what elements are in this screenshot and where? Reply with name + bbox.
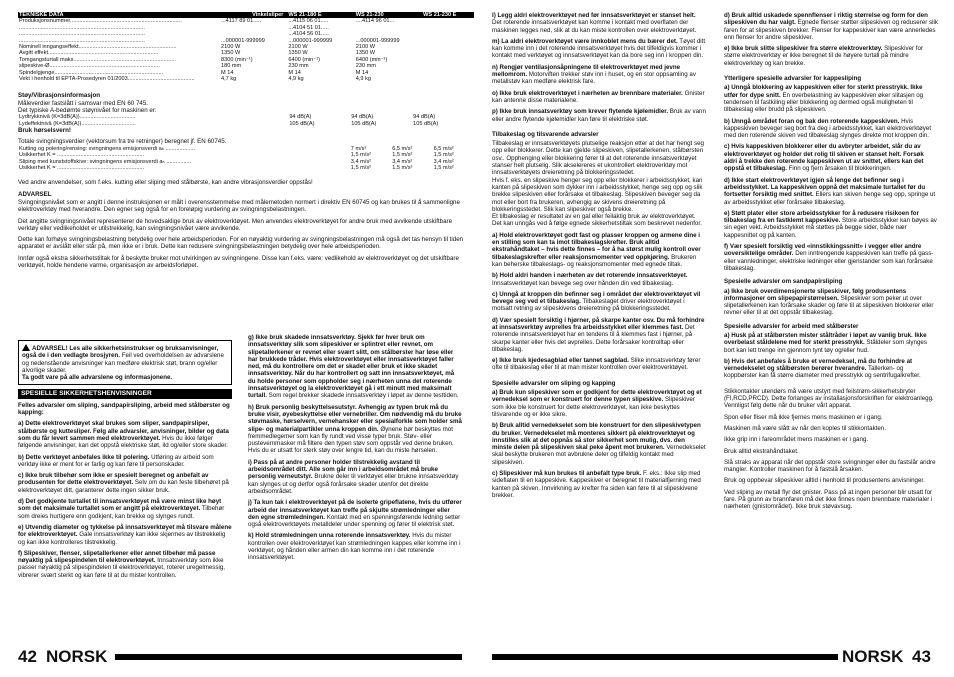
spec-tool-type: Vinkelsliper [252,12,284,18]
list-item-bold: c) Slipeskiver må kun brukes til anbefalt type bruk. [492,470,642,478]
list-item-text: Gnister kan antenne disse materialene. [492,89,705,104]
list-item-bold: a) Husk på at stålbørsten mister ståltråder i løpet av vanlig bruk. Ikke overbelast ståldelene med for sterkt presstrykk. [724,331,927,347]
sanding-title: Spesielle advarsler om sandpapirsliping [724,278,843,286]
spec-row-value: M 14 [221,69,234,76]
list-item-text: Kontakt med en spenningsførende ledning setter også elektroverktøyets metalldeler under spenning og fører til elektrisk støt. [248,513,461,529]
list-item [492,357,706,372]
list-item-bold: f) Slipeskiver, flenser, slipetallerkener eller annet tilbehør må passe nøyaktig på slipespindelen til elektroverktøyet. [18,549,216,565]
spec-row-label: ................................................................................. [19,31,145,38]
list-item-text: Gale innsatsverktøy kan ikke skjermes av tilstrekkelig og kan ikke kontrolleres tilstrekkelig. [18,531,226,546]
spec-title: TEKNISKE DATA [19,12,64,18]
list-item-bold: o) Ikke bruk elektroverktøyet i nærheten av brennbare materialer. [492,89,683,97]
extra-note: Bruk alltid ekstrahåndtaket. [724,447,799,455]
kickback-list [492,232,706,372]
list-item-bold: e) Ikke bruk slitte slipeskiver fra større elektroverktøy. [724,45,883,53]
list-item-text: Tallerken- og koppbørster kan få større diameter med presstrykk og sentrifugalkrefter. [724,365,921,380]
spec-row-value: 6400 (min⁻¹) [355,56,388,63]
kickback-p1: Tilbakeslag er innsatsverktøyets plutselige reaksjon etter at det har hengt seg opp eller blokkerer. Dette kan gjelde slipeskiven, slipetallerkenen, stålbørsten osv.. Opphenging eller blokkering fører til at det roterende innsatsverktøyet stanser helt plutselig. Slik akselereres et ukontrollert elektroverktøy mot innsatsverktøyets dreieretning på blokkeringsstedet. [492,140,704,177]
warning-box [18,340,232,385]
brush-title: Spesielle advarsler for arbeid med stålbørster [724,322,859,330]
list-item-bold: f) Vær spesielt forsiktig ved «innstikkingssnitt» i vegger eller andre uoversiktelige områder. [724,243,922,258]
noise-row-value: 105 dB(A) [351,120,377,127]
list-item-text: Vernedekselet skal beskytte brukeren mot avbrukne deler og tilfeldig kontakt med slipeskiven. [492,444,706,466]
list-item-bold: d) Det godkjente turtallet til innsatsverktøyet må være minst like høyt som det maksimale turtallet som er angitt på elektroverktøyet. [18,498,222,513]
safety-list-2 [248,334,462,562]
list-item [248,532,462,561]
safety-lead: Felles advarsler om sliping, sandpapirsliping, arbeid med stålbørster og kapping: [18,401,230,417]
noise-row-value: 94 dB(A) [289,114,312,121]
spec-row-value: ...4115 06 01..... [288,18,329,25]
list-item [724,84,938,113]
list-item-bold: e) Utvendig diameter og tykkelse på innsatsverktøyet må tilsvare målene for elektroverktøyet. [18,523,232,539]
spec-row-value: M 14 [288,69,301,76]
list-item-bold: c) Unngå at kroppen din befinner seg i området der elektroverktøyet vil bevege seg ved et tilbakeslag. [492,290,701,306]
list-item-text: En overbelastning av kappeskiven øker slitasjen og tendensen til fastkiling eller blokkering og dermed også muligheten til tilbakeslag eller brudd på slipeskiven. [724,91,924,114]
list-item-text: F. eks.: Ikke slip med sideflaten til en kappeskive. Kappeskiver er beregnet til materialfjerning med kanten på skiven. Innvirkning av krefter fra siden kan føre til at slipeskivene brekker. [492,470,701,499]
hearing-protection: Bruk hørselsvern! [18,127,71,135]
right-page-language: NORSK [842,647,904,666]
list-item-bold: g) Ikke bruk skadede innsatsverktøy. Sjekk før hver bruk om innsatsverktøy slik som slipeskiver er splintret eller revnet, om slipetallerkener er revnet eller svært slitt, om stålbørster har løse eller har brukkede tråder. Hvis elektroverktøyet eller innsatsverktøyet faller ned, må du kontrollere om det er skadet eller bruk et ikke skadet innsatsverktøy. Når du har kontrollert og satt inn innsatsverktøyet, må du holde personer som oppholder seg i nærheten unna det roterende innsatsverktøyet og la elektroverktøyet gå i ett minutt med maksimalt turtall. [248,334,455,400]
list-item-text: Ståldeler som slynges bort kan lett trenge inn gjennom tynt tøy og/eller hud. [724,339,927,354]
list-item-bold: j) Ta kun tak i elektroverktøyet på de isolerte gripeflatene, hvis du utfører arbeid der innsatsverktøyet kan treffe på skjulte strømledninger eller den egne strømledningen. [248,499,462,521]
list-item [492,64,706,86]
vibration-row-value: 6,5 m/s² [433,145,454,152]
warning-text: Feil ved overholdelsen av advarslene og nedenstående anvisninger kan medføre elektrisk støt, brann og/eller alvorlige skader. [22,352,224,374]
spec-row-label: ................................................................................. [19,37,145,44]
spec-row-value: 2100 W [355,44,376,51]
list-item-text: Slipeskiver som ikke ble konstruert for dette elektroverktøyet, kan ikke beskyttes tilsvarende og er ikke sikre. [492,396,695,418]
list-item-text: Egnede flenser støtter slipeskiven og reduserer slik faren for at slipeskiven brekker. Flenser for kappeskiver kan være annerledes enn flenser for andre slipeskiver. [724,19,938,41]
left-page-language: NORSK [46,647,108,666]
list-item [248,499,462,528]
list-item-text: Tilbehør som dreies hurtigere enn godkjent, kan brekke og slynges rundt. [18,505,225,520]
list-item [18,472,232,494]
list-item [248,459,462,495]
spec-row-value: ...000001-999999 [355,37,400,44]
advarsel-title: ADVARSEL [18,190,52,198]
noise-row-value: 105 dB(A) [413,120,439,127]
list-item [248,334,462,400]
spec-row-label: Produksjonsnummer........................................................................ [19,18,182,25]
vibration-row-value: 3,4 m/s² [433,158,454,165]
grinding-list [492,389,706,499]
list-item-text: Selv om du kan feste tilbehøret på elektroverktøyet ditt, garanterer dette ingen sikker bruk. [18,479,229,494]
list-item-bold: b) Hvis det anbefales å bruke et vernedeksel, må du forhindre at vernedekselet og stålbørsten berører hverandre. [724,357,913,373]
list-item [724,118,938,140]
vibration-row-value: 6,5 m/s² [392,145,413,152]
list-item-bold: b) Unngå området foran og bak den roterende kappeskiven. [724,117,900,125]
spec-row-value: 4,9 kg [355,76,371,83]
noise-row-label: Lydeffektnivå (K=3dB(A))................................... [19,120,136,127]
warning-keep: Ta godt vare på alle advarslene og informasjonene. [22,374,173,382]
list-item-text: Utføring av arbeid som verktøy ikke er ment for er farlig og kan føre til personskader. [18,453,214,468]
list-item [724,332,938,354]
right-footer-bar [492,654,838,660]
spec-model-2: WS 21-230 [355,12,384,18]
list-item [18,524,232,546]
list-item [492,470,706,499]
spec-row-value: ...4104 56 01..... [288,31,329,38]
list-item [724,177,938,206]
right-page-number: 43 [912,647,931,666]
list-item-bold: e) Støtt plater eller store arbeidsstykker for å redusere risikoen for tilbakeslag fra en fastklemt kappeskive. [724,209,919,225]
list-item-text: Det roterende innsatsverktøyet har en tendens til å klemmes fast i hjørner, på skarpe kanter eller hvis det avprelles. Dette forårsaker kontrolltap eller tilbakeslag. [492,323,695,353]
spec-model-1: WS 21-180 E [288,12,322,18]
spec-row-value: ...4104 51 01..... [288,24,329,31]
advarsel-p2: Det angitte svingningsnivået representerer de hovedsaklige bruk av elektroverktøyet. Men anvendes elektroverktøyet for andre bruk med avvikende utskiftbare verktøy eller vedlikeholdet er utilstrekkelig, kan svingningsnivået være avvikende. [18,217,453,232]
list-item [492,12,706,34]
vibration-row-value: 1,5 m/s² [350,164,372,171]
list-item-text: Motorviften trekker støv inn i huset, og en stor oppsamling av metallstøv kan medføre elektrisk fare. [492,71,696,86]
safety-title: SPESIELLE SIKKERHETSHENVISNINGER [18,389,232,398]
spec-row-value: 2100 W [221,44,241,51]
list-item-text: Hvis kappeskiven beveger seg bort fra deg i arbeidsstykket, kan elektroverktøyet med den roterende skiven ved tilbakeslag slynges direkte mot kroppen din. [724,117,932,140]
warning-triangle-icon [22,344,30,351]
list-item [724,12,938,41]
spec-row-value: 230 mm [288,63,309,70]
brush-list [724,332,938,380]
list-item-bold: i) Pass på at andre personer holder tilstrekkelig avstand til arbeidsområdet ditt. Alle som går inn i arbeidsområdet må bruke personlig verneutstyr. [248,458,438,481]
left-page-number: 42 [18,647,37,666]
list-item [492,232,706,268]
spec-row-value: 230 mm [355,63,376,70]
safety-list-3 [492,12,706,123]
list-item-bold: h) Bruk personlig beskyttelsesutstyr. Avhengig av typen bruk må du bruke visir, øyebeskyttelse eller vernebriller. Om nødvendig må du bruke støvmaske, hørselvern, vernehansker eller spesialforkle som holder små slipe- og materialpartikler unna kroppen din. [248,403,462,433]
vibration-row-label: Usikkerhet K = ........................................................ [19,152,145,159]
vibration-text: Totale svingningsverdier (vektorsum fra tre retninger) beregnet jf. EN 60745. [18,138,227,146]
list-item [724,45,938,67]
spec-row-value: ....4114 96 01... [355,18,395,25]
spec-row-value: 2100 W [288,44,308,51]
vibration-row-label: Sliping med kunststoffskive: svingningens emisjonsverdi aₕ ................ [19,158,192,165]
list-item [492,108,706,123]
spec-row-label: Vekt i henhold til EPTA-Prosedyren 01/2003........................................... [19,76,195,83]
list-item-bold: a) Bruk kun slipeskiver som er godkjent for dette elektroverktøyet og et vernedeksel som er konstruert for denne typen slipeskive. [492,389,702,404]
list-item-bold: b) Hold aldri handen i nærheten av det roterende innsatsverktøyet. [492,272,688,280]
noise-row-label: Lydtrykknivå (K=3dB(A)).................................... [19,114,136,121]
list-item-bold: c) Hvis kappeskiven blokkerer eller du avbryter arbeidet, slår du av elektroverktøyet og holder det rolig til skiven er stanset helt. Forsøk aldri å trekke den roterende kappeskiven ut av snittet, ellers kan det oppstå et tilbakeslag. [724,143,924,173]
list-item-bold: d) Ikke start elektroverktøyet igjen så lenge det befinner seg i arbeidsstykket. La kappeskiven oppnå det maksimale turtallet før du fortsetter forsiktig med snittet. [724,176,926,199]
noise-table [18,114,474,127]
right-column-3 [492,12,706,503]
list-item-text: Slipeskiver som peker ut over slipetallerkenen kan forårsake skader og føre til at slipeskiven blokkerer eller revner eller til at det oppstår tilbakeslag. [724,294,934,317]
list-item-text: Store arbeidsstykker kan bøyes av sin egen vekt. Arbeidsstykket må støttes på begge sider, både nær kappesnittet og på kanten. [724,217,937,239]
advarsel-p1: Svingningsnivået som er angitt i denne instruksjonen er målt i overensstemmelse med målemetoden normert i direktiv EN 60745 og kan brukes til å sammenligne elektroverktøy med hverandre. Den egner seg også for en foreløpig vurdering av svingningsbelastningen. [18,198,460,214]
spec-row-value: 8300 (min⁻¹) [221,56,253,63]
list-item-bold: d) Vær spesielt forsiktig i hjørner, på skarpe kanter osv. Du må forhindre at innsatsverktøy avprelles fra arbeidsstykket eller klemmes fast. [492,316,705,331]
list-item-bold: m) La aldri elektroverktøyet være innkoblet mens du bærer det. [492,37,678,45]
spec-row-label: Tomgangsturtall maks.................................................................. [19,56,176,63]
list-item-text: Hvis du ikke følger følgende anvisninger, kan det oppstå elektriske støt, ild og/eller store skader. [18,434,228,450]
noise-text-1: Måleverdier fastslått i samsvar med EN 60 745. [18,99,148,107]
spec-row-value: 1350 W [355,50,376,57]
spec-row-value: 6400 (min⁻¹) [288,56,320,63]
list-item-bold: b) Dette verktøyet anbefales ikke til polering. [18,453,150,461]
list-item [492,38,706,60]
cutting-title: Ytterligere spesielle advarsler for kappesliping [724,75,862,83]
list-item [18,454,232,469]
list-item [18,420,232,449]
spec-row-value: 1350 W [221,50,241,57]
left-column-1-lower [18,336,232,583]
list-item [724,358,938,380]
list-item-text: Slike innsatsverktøy fører ofte til tilbakeslag eller til at man mister kontrollen over elektroverktøyet. [492,357,701,372]
right-column-4 [724,12,938,515]
spec-row-value: ...000001-999999 [288,37,333,44]
vibration-row-label: Kutting og polering/rensing: svingningens emisjonsverdi aₕ ................... [19,145,196,152]
list-item [248,404,462,455]
list-item-bold: n) Rengjør ventilasjonsåpningene til elektroverktøyet med jevne mellomrom. [492,63,681,79]
vibration-row-value: 1,5 m/s² [433,164,454,171]
noise-text-2: Det typiske A-bedømte støynivået for maskinen er: [18,107,157,115]
list-item [492,389,706,418]
kickback-title: Tilbakeslag og tilsvarende advarsler [492,130,599,138]
vibration-row-value: 1,5 m/s² [433,152,454,159]
extra-note: Spon eller fliser må ikke fjernes mens maskinen er i gang. [724,413,883,421]
spec-row-label: Avgitt effekt....................................................................... [19,50,159,57]
noise-row-value: 105 dB(A) [289,120,315,127]
list-item-bold: a) Ikke bruk overdimensjonerte slipeskiver, følg produsentens informasjoner om slipepapirstørrelsen. [724,287,907,302]
spec-row-value: ...4117 89 01..... [221,18,262,25]
list-item-text: Det roterende innsatsverktøyet kan komme i kontakt med overflaten der maskinen legges ned, slik at du kan miste kontrollen over elektroverktøyet. [492,19,697,34]
extra-notes [724,388,938,511]
list-item-text: Hvis du mister kontrollen over elektroverktøyet kan strømledningen kappes eller komme inn i verktøyet, og hånden eller armen din kan komme inn i det roterende innsatsverktøyet. [248,532,461,562]
list-item [724,143,938,172]
spec-row-label: slipeskive-Ø....................................................................... [19,63,160,70]
list-item-text: Innsatsverktøy som ikke passer nøyaktig på slipespindelen til elektroverktøyet, roterer uregelmessig, vibrerer svært sterkt og kan føre til at du mister kontrollen. [18,557,226,579]
vibration-row-label: Usikkerhet K = ........................................................ [19,164,145,171]
advarsel-p4: Innfør også ekstra sikkerhetstiltak for å beskytte bruker mot utvirkingen av svingningene. Disse kan f.eks. være: vedlikehold av elektroverktøyet og det utskiftbare verktøyet, holde hendene varme, organisasjon av arbeidsforløpet. [18,254,459,270]
cutting-list [724,84,938,272]
list-item-text: Brukne deler til verktøyet eller brukne innsatsverktøy kan slynges ut og derfor også forårsake skader utenfor det direkte arbeidsområdet. [248,473,459,495]
extra-note: Maskinen må være slått av når den koples til stikkontakten. [724,424,886,432]
spec-row-value: ...000001-999999 [221,37,265,44]
list-item [492,90,706,105]
list-item [492,291,706,313]
safety-list-1 [18,420,232,579]
vibration-row-value: 1,5 m/s² [392,152,413,159]
list-item [724,288,938,317]
vibration-row-value: 1,5 m/s² [350,152,372,159]
list-item-bold: b) Bruk alltid vernedekselet som ble konstruert for den slipeskivetypen du bruker. Vernedekselet må monteres sikkert på elektroverktøyet og innstilles slik at det oppnås så stor sikkerhet som mulig, dvs. den minste delen på slipeskiven skal peke åpent mot brukeren. [492,422,701,452]
list-item-bold: e) Ikke bruk kjedesagblad eller tannet sagblad. [492,357,629,365]
list-item-text: Bruk av vann eller andre flytende kjølemidler kan føre til elektriske støt. [492,108,706,123]
vibration-note: Ved andre anvendelser, som f.eks. kutting eller sliping med stålbørste, kan andre vibrasjonsverdier oppstås! [18,179,313,187]
list-item [492,317,706,353]
vibration-row-value: 7 m/s² [350,145,367,152]
warning-lead: ADVARSEL! Les alle sikkerhetsinstrukser og bruksanvisninger, også de i den vedlagte brosjyren. [22,345,219,360]
vibration-row-value: 3,4 m/s² [350,158,372,165]
list-item-bold: k) Hold strømledningen unna roterende innsatsverktøy. [248,532,411,540]
list-item-text: Finn og fjern årsaken til blokkeringen. [786,165,892,173]
left-footer-bar [115,654,462,660]
extra-note: Ved sliping av metall flyr det gnister. Pass på at ingen personer blir utsatt for fare. På grunn av brannfaren må det ikke finnes noen brennbare materialer i nærheten (gnistområdet). Ikke bruk støvavsug. [724,488,933,511]
list-item-text: Tøyet ditt kan komme inn i det roterende innsatsverktøyet hvis det tilfeldigvis kommer i kontakt med verktøyet og innsatsverktøyet kan da bore seg inn i kroppen din. [492,37,706,60]
list-item-bold: a) Unngå blokkering av kappeskiven eller for sterkt presstrykk. Ikke utfør for dype snitt. [724,84,923,99]
advarsel-p3: Dette kan forhøye svingningsbelastning betydelig over hele arbeidsperioden. For en nøyaktig vurdering av svingningsbelastningen må også det tas hensyn til tiden apparatet er avslått eller står på, men ikke er i bruk. Dette kan redusere svingningsbelastningen betydelig over hele arbeidsperioden. [18,236,464,251]
list-item-text: Brukeren kan beherske tilbakeslags- og reaksjonsmomenter med egnede tiltak. [492,253,697,268]
list-item [18,498,232,520]
list-item-bold: l) Legg aldri elektroverktøyet ned før innsatsverktøyet er stanset helt. [492,12,696,19]
list-item [724,210,938,239]
list-item-text: Tilbakeslaget driver elektroverktøyet i motsatt retning av slipeskivens dreieretning på blokkeringsstedet. [492,298,685,313]
list-item [492,422,706,466]
list-item-text: Slipeskiver for større elektroverktøy er ikke beregnet til de høyere turtall på mindre elektroverktøy og kan brekke. [724,45,924,67]
spec-model-3: WS 21-230 E [423,12,457,18]
spec-row-label: Nominell inngangseffekt............................................................... [19,44,177,51]
list-item [18,550,232,579]
list-item-bold: a) Dette elektroverktøyet skal brukes som sliper, sandpapirsliper, stålbørste og kuttesliper. Følg alle advarsler, anvisninger, bilder og data som du får levert sammen med elektroverktøyet. [18,420,229,442]
right-footer [477,646,954,668]
spec-table [18,12,474,82]
list-item-text: Den inntrengende kappeskiven kan treffe på gass- eller vannledninger, elektriske ledninger eller gjenstander som kan forårsake tilbakeslag. [724,250,934,272]
list-item-text: Ellers kan skiven henge seg opp, springe ut av arbeidsstykket eller forårsake tilbakeslag. [724,191,936,206]
extra-note: Slå straks av apparat når det oppstår store svingninger eller du fastslår andre mangler. Kontroller maskinen for å fastslå årsaken. [724,458,936,474]
list-item [492,272,706,287]
list-item-bold: a) Hold elektroverktøyet godt fast og plasser kroppen og armene dine i en stilling som kan ta imot tilbakeslagskrefter. Bruk alltid ekstrahåndtaket – hvis dette finnes – for å ha størst mulig kontroll over tilbakeslagskrefter eller reaksjonsmomenter ved oppkjøring. [492,231,701,261]
kickback-p3: Et tilbakeslag er resultatet av en gal eller feilaktig bruk av elektroverktøyet. Det kan unngås ved å følge egnede sikkerhetstiltak som beskrevet nedenfor. [492,213,702,228]
left-column-2 [248,334,462,566]
left-footer [0,646,477,668]
spec-row-value: 4,7 kg [221,76,237,83]
list-item-text: Som regel brekker skadede innsatsverktøy i løpet av denne testtiden. [266,392,459,400]
safety-list-4 [724,12,938,67]
list-item [724,243,938,272]
list-item-bold: d) Bruk alltid uskadede spennflenser i riktig størrelse og form for den slipeskiven du har valgt. [724,12,928,27]
kickback-p2: Hvis f. eks. en slipeskive henger seg opp eller blokkerer i arbeidsstykket, kan kanten på slipeskiven som dykker inn i arbeidsstykket, henge seg opp og slik brekke slipeskiven eller forårsake et tilbakeslag. Slipeskiven beveger seg da mot eller bort fra brukeren, avhengig av skivens dreieretning på blokkeringsstedet. Slik kan slipeskiver også brekke. [492,176,703,213]
spec-row-value: 4,9 kg [288,76,304,83]
list-item-text: Øynene bør beskyttes mot fremmedlegemer som kan fly rundt ved visse typer bruk. Støv- eller pustevernmasker må filtere den typen støv som oppstår ved denne bruken. Hvis du er utsatt for sterk støy over lengre tid, kan du miste hørselen. [248,425,454,455]
list-item-text: Innsatsverktøyet kan bevege seg over hånden din ved tilbakeslag. [492,279,674,287]
vibration-table [18,146,474,172]
sanding-list [724,288,938,317]
noise-row-value: 94 dB(A) [413,114,436,121]
grinding-title: Spesielle advarsler om sliping og kapping [492,379,616,387]
vibration-row-value: 1,5 m/s² [392,164,413,171]
left-column-1 [18,12,474,273]
spec-row-label: ................................................................................. [19,24,145,31]
extra-note: Stikkontakter utendørs må være utstyrt med feilstrøm-sikkerhetsbryter (FI,RCD,PRCD). Dette forlanges av installasjonsforskriften for elektroanlegg. Vennligst følg dette når du bruker vårt apparat. [724,387,934,410]
extra-note: Ikke grip inn i fareområdet mens maskinen er i gang. [724,436,869,444]
vibration-row-value: 3,4 m/s² [392,158,413,165]
list-item-bold: p) Ikke bruk innsatsverktøy som krever flytende kjølemidler. [492,108,669,116]
spec-row-label: Spindelgjenge...................................................................... [19,69,164,76]
extra-note: Bruk og oppbevar slipeskiver alltid i henhold til produsentens anvisninger. [724,477,925,485]
spec-row-value: 1350 W [288,50,308,57]
noise-row-value: 94 dB(A) [351,114,374,121]
list-item-bold: c) Ikke bruk tilbehør som ikke er spesielt beregnet og anbefalt av produsenten for dette elektroverktøyet. [18,472,209,487]
spec-row-value: 180 mm [221,63,242,70]
noise-title: Støy/Vibrasjonsinformasjon [18,92,101,100]
spec-row-value: M 14 [355,69,369,76]
